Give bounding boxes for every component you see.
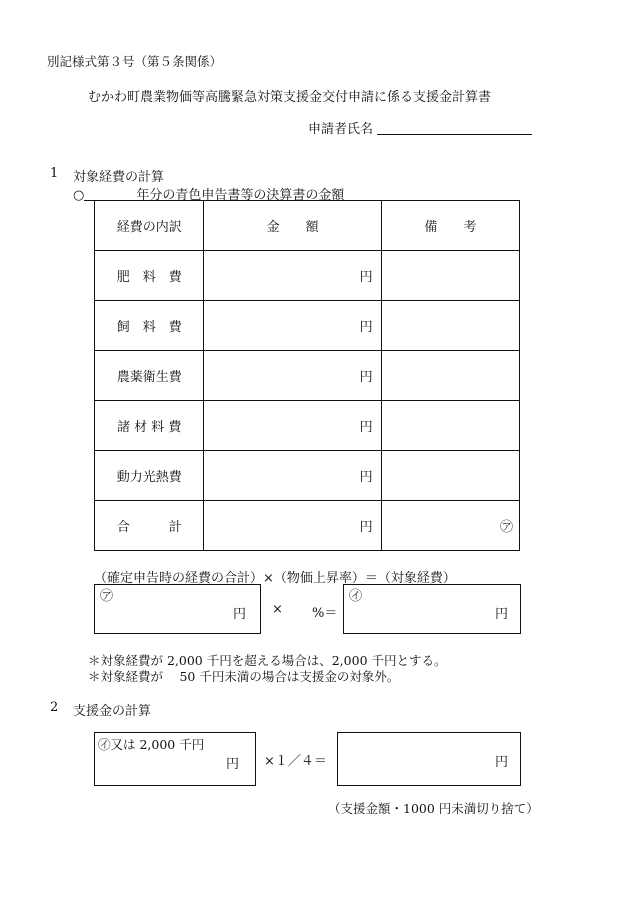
section1-heading: 対象経費の計算 [73, 170, 165, 185]
box-i-mark: ㋑ [349, 589, 363, 604]
row-label: 飼 料 費 [95, 301, 204, 351]
box-i[interactable] [343, 584, 521, 634]
box-a-mark: ㋐ [100, 589, 114, 604]
table-row [95, 451, 520, 501]
box-base-amount[interactable] [94, 732, 256, 786]
remarks-cell[interactable] [381, 251, 519, 301]
table-header-row [95, 201, 520, 251]
row-label: 諸 材 料 費 [95, 401, 204, 451]
table-row [95, 301, 520, 351]
form-number: 別記様式第３号（第５条関係） [47, 54, 223, 69]
box-a[interactable] [94, 584, 261, 634]
amount-cell[interactable]: 円 [204, 351, 381, 401]
row-label: 肥 料 費 [95, 251, 204, 301]
row-label: 合 計 [95, 501, 204, 551]
header-amount: 金 額 [204, 201, 381, 251]
applicant-name-field[interactable] [377, 121, 532, 135]
box-support-unit: 円 [494, 755, 508, 770]
percent-field[interactable] [299, 596, 313, 614]
box-i-unit: 円 [494, 607, 508, 622]
remarks-cell[interactable] [381, 451, 519, 501]
percent-equals: %＝ [312, 606, 338, 621]
amount-cell[interactable]: 円 [204, 451, 381, 501]
total-mark-cell: ㋐ [381, 501, 519, 551]
applicant-label: 申請者氏名 [308, 122, 374, 137]
box-base-label: ㋑又は 2,000 千円 [98, 737, 205, 752]
times-sign: × [272, 602, 283, 617]
remarks-cell[interactable] [381, 351, 519, 401]
box-support-amount[interactable] [337, 732, 521, 786]
box-a-unit: 円 [232, 607, 246, 622]
row-label: 動力光熱費 [95, 451, 204, 501]
table-row [95, 351, 520, 401]
applicant-name-row [308, 118, 532, 137]
year-field[interactable] [84, 187, 136, 201]
table-row [95, 251, 520, 301]
amount-cell[interactable]: 円 [204, 401, 381, 451]
header-breakdown: 経費の内訳 [95, 201, 204, 251]
table-row-total [95, 501, 520, 551]
row-label: 農薬衛生費 [95, 351, 204, 401]
multiplier-text: ×１／４＝ [264, 754, 327, 769]
amount-cell[interactable]: 円 [204, 251, 381, 301]
table-row [95, 401, 520, 451]
expense-table [94, 200, 520, 551]
year-suffix: 年分の青色申告書等の決算書の金額 [136, 188, 345, 203]
section1-number: 1 [50, 166, 59, 181]
circle-mark: ○ [73, 188, 85, 203]
section2-heading: 支援金の計算 [73, 704, 152, 719]
note-lower-limit: ＊対象経費が 50 千円未満の場合は支援金の対象外。 [88, 669, 400, 684]
note-upper-limit: ＊対象経費が 2,000 千円を超える場合は、2,000 千円とする。 [88, 653, 447, 668]
header-remarks: 備 考 [381, 201, 519, 251]
remarks-cell[interactable] [381, 401, 519, 451]
section2-number: 2 [50, 700, 59, 715]
formula-caption: （確定申告時の経費の合計）×（物価上昇率）＝（対象経費） [94, 571, 456, 586]
amount-cell[interactable]: 円 [204, 501, 381, 551]
remarks-cell[interactable] [381, 301, 519, 351]
document-title: むかわ町農業物価等高騰緊急対策支援金交付申請に係る支援金計算書 [88, 90, 492, 105]
box-base-unit: 円 [225, 757, 239, 772]
amount-cell[interactable]: 円 [204, 301, 381, 351]
rounding-footnote: （支援金額・1000 円未満切り捨て） [328, 801, 539, 816]
